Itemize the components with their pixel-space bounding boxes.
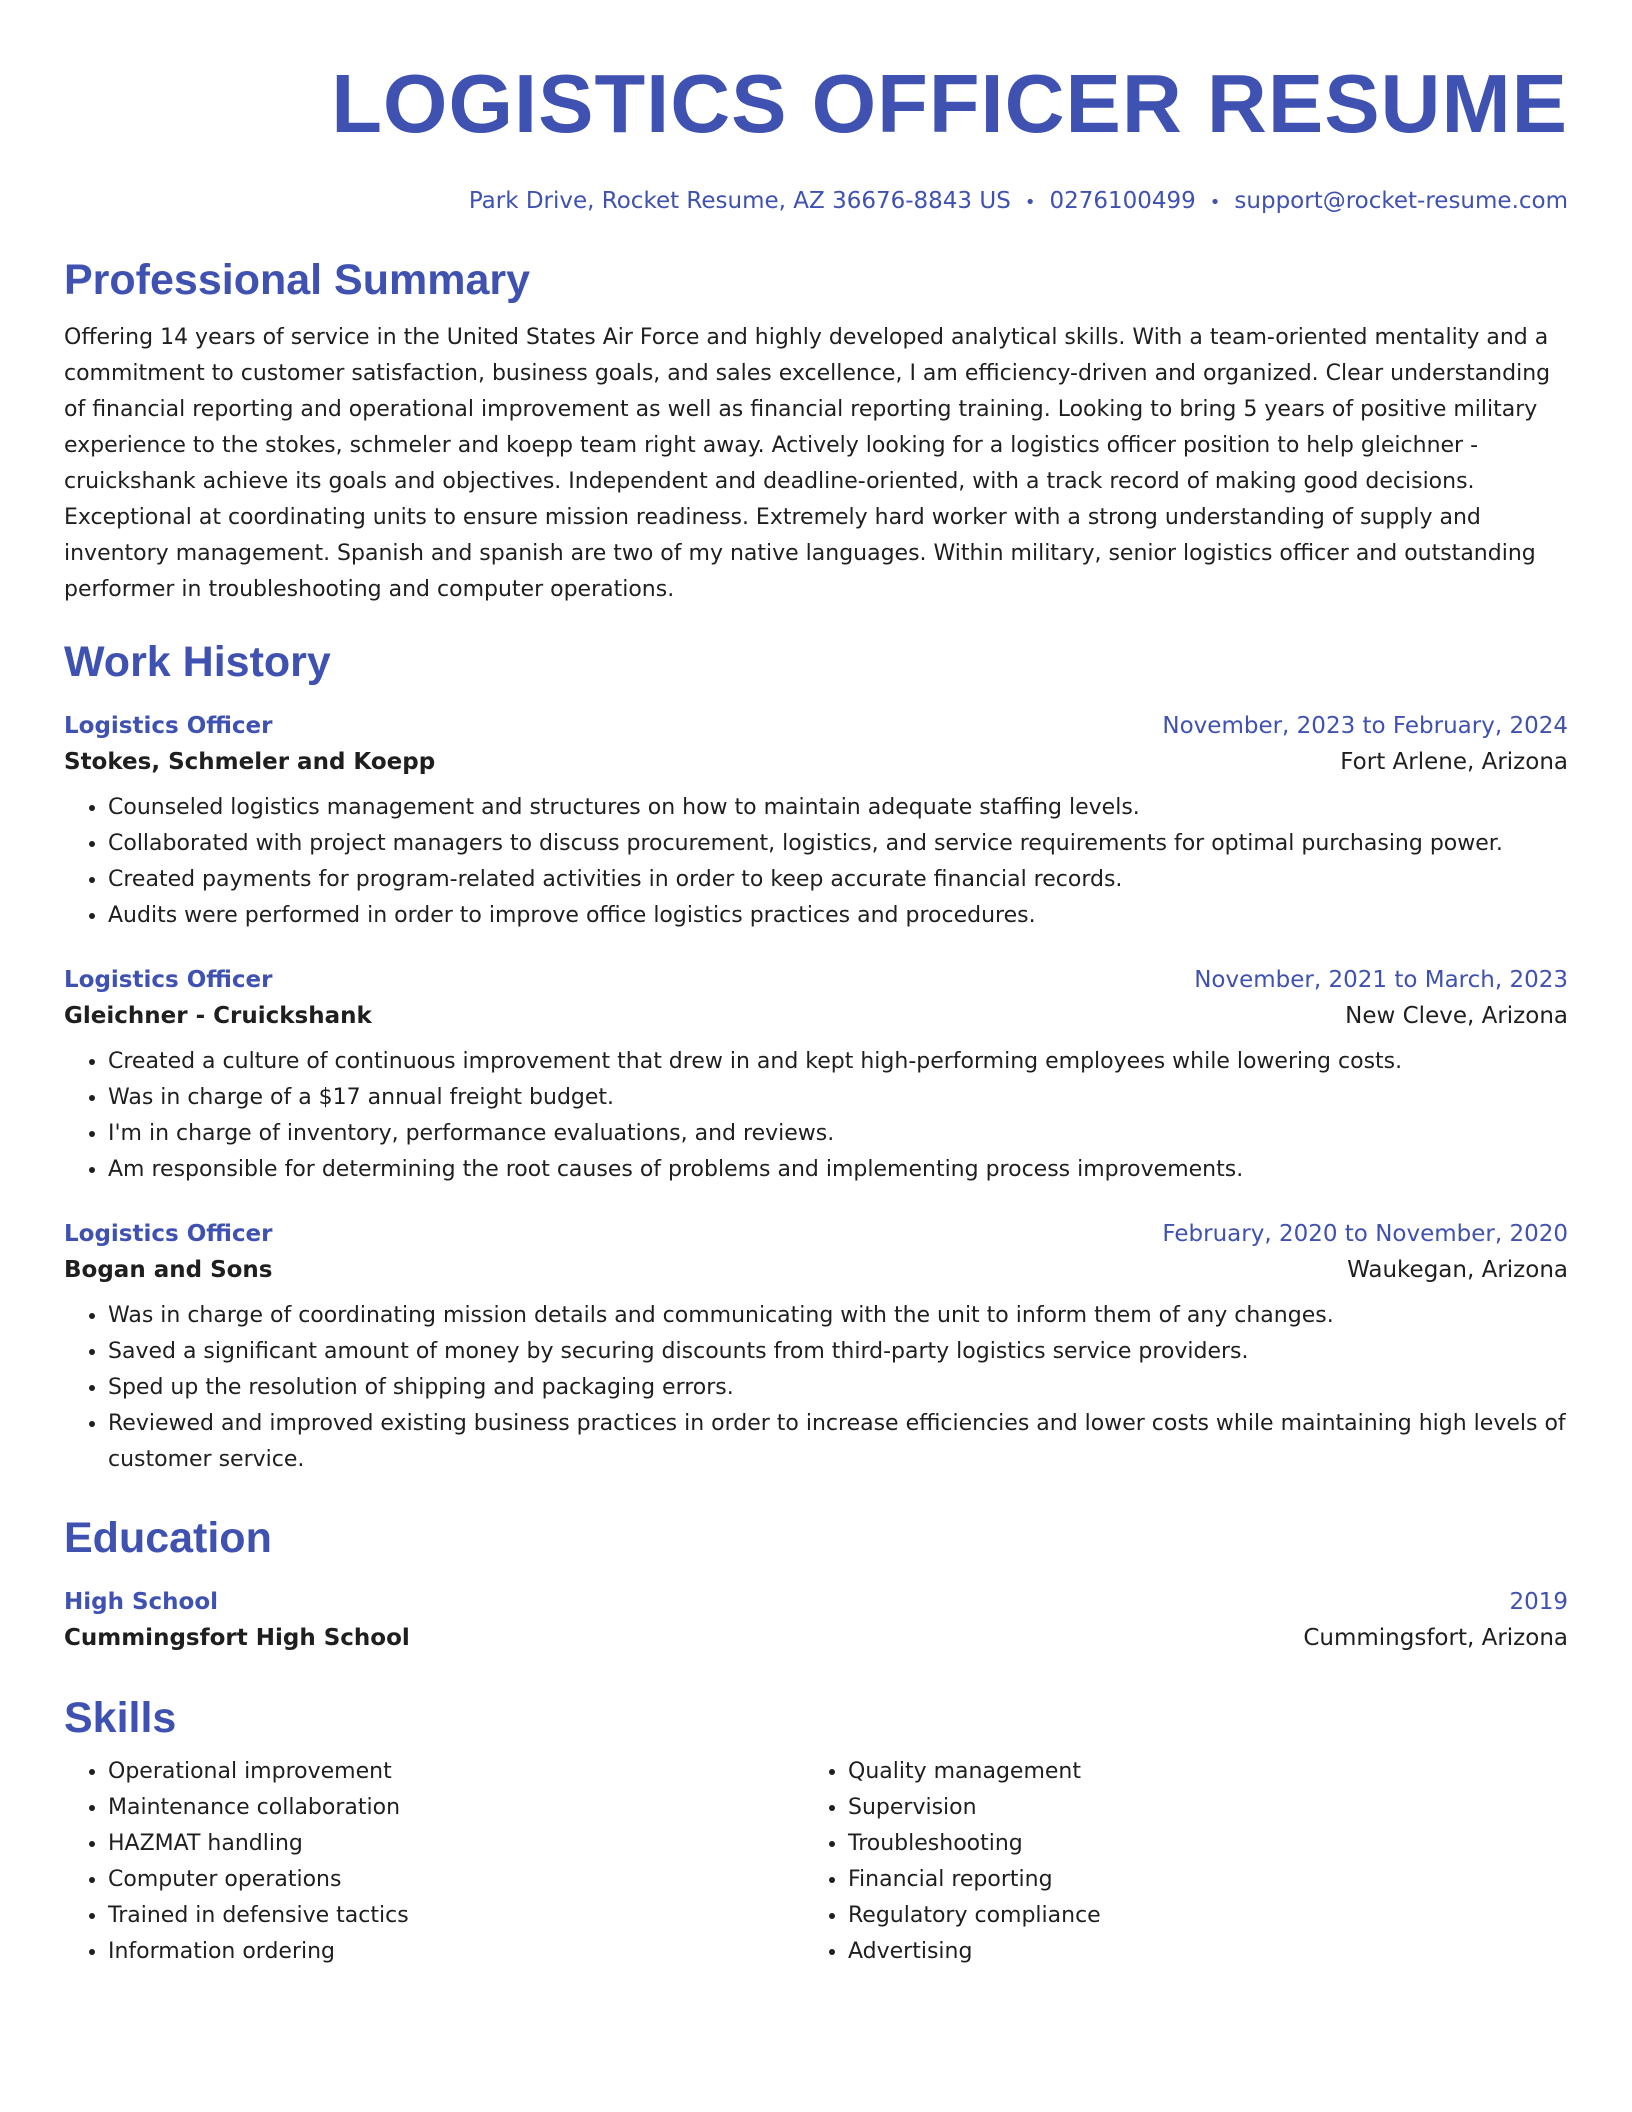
- work-history-heading: Work History: [64, 638, 331, 686]
- contact-phone: 0276100499: [1049, 188, 1196, 214]
- job-location: Waukegan, Arizona: [1347, 1257, 1568, 1283]
- education-entry: [64, 1586, 1568, 1658]
- job-bullet: • Created a culture of continuous improvement that drew in and kept high-performing employees while lowering costs.: [108, 1044, 1568, 1080]
- education-heading: Education: [64, 1514, 272, 1562]
- skill-item: • Maintenance collaboration: [108, 1790, 804, 1826]
- contact-address: Park Drive, Rocket Resume, AZ 36676-8843 US: [468, 188, 1011, 214]
- job-entry: [64, 1218, 1568, 1478]
- education-school: Cummingsfort High School: [64, 1625, 410, 1651]
- job-bullet: • Collaborated with project managers to discuss procurement, logistics, and service requirements for optimal purchasing power.: [108, 826, 1568, 862]
- job-bullet: • Was in charge of coordinating mission details and communicating with the unit to inform them of any changes.: [108, 1298, 1568, 1334]
- job-location: New Cleve, Arizona: [1345, 1003, 1568, 1029]
- job-bullet: • Was in charge of a $17 annual freight budget.: [108, 1080, 1568, 1116]
- job-entry: [64, 964, 1568, 1188]
- contact-separator: •: [1024, 192, 1036, 213]
- skill-item: • Information ordering: [108, 1934, 804, 1970]
- job-bullet: • Am responsible for determining the root causes of problems and implementing process improvements.: [108, 1152, 1568, 1188]
- skills-list-left: [64, 1754, 804, 1970]
- contact-separator: •: [1209, 192, 1221, 213]
- education-location: Cummingsfort, Arizona: [1303, 1625, 1568, 1651]
- skills-columns: [64, 1754, 1568, 1970]
- contact-line: [64, 186, 1568, 218]
- skill-item: • Supervision: [848, 1790, 1544, 1826]
- skill-item: • Quality management: [848, 1754, 1544, 1790]
- skill-item: • Computer operations: [108, 1862, 804, 1898]
- job-bullet: • Saved a significant amount of money by securing discounts from third-party logistics service providers.: [108, 1334, 1568, 1370]
- job-bullet: • Counseled logistics management and structures on how to maintain adequate staffing levels.: [108, 790, 1568, 826]
- contact-email[interactable]: support@rocket-resume.com: [1234, 188, 1568, 214]
- job-location: Fort Arlene, Arizona: [1340, 749, 1568, 775]
- job-role: Logistics Officer: [64, 713, 273, 739]
- job-bullet: • Sped up the resolution of shipping and packaging errors.: [108, 1370, 1568, 1406]
- job-company: Gleichner - Cruickshank: [64, 1003, 372, 1029]
- job-role: Logistics Officer: [64, 967, 273, 993]
- job-bullets: [64, 790, 1568, 934]
- job-bullet: • Audits were performed in order to improve office logistics practices and procedures.: [108, 898, 1568, 934]
- job-bullets: [64, 1298, 1568, 1478]
- education-year: 2019: [1509, 1589, 1568, 1615]
- job-company: Stokes, Schmeler and Koepp: [64, 749, 436, 775]
- job-dates: November, 2023 to February, 2024: [1162, 713, 1568, 739]
- work-history-list: [64, 710, 1568, 1478]
- skills-heading: Skills: [64, 1694, 177, 1742]
- skills-list-right: [804, 1754, 1544, 1970]
- job-dates: February, 2020 to November, 2020: [1162, 1221, 1568, 1247]
- job-bullet: • Reviewed and improved existing business practices in order to increase efficiencies and lower costs while maintaining high levels of customer service.: [108, 1406, 1568, 1478]
- job-bullet: • I'm in charge of inventory, performance evaluations, and reviews.: [108, 1116, 1568, 1152]
- summary-text: Offering 14 years of service in the United States Air Force and highly developed analytical skills. With a team-oriented mentality and a commitment to customer satisfaction, business goals, and sales excellence, I am efficiency-driven and organized. Clear understanding of financial reporting and operational improvement as well as financial reporting training. Looking to bring 5 years of positive military experience to the stokes, schmeler and koepp team right away. Actively looking for a logistics officer position to help gleichner - cruickshank achieve its goals and objectives. Independent and deadline-oriented, with a track record of making good decisions. Exceptional at coordinating units to ensure mission readiness. Extremely hard worker with a strong understanding of supply and inventory management. Spanish and spanish are two of my native languages. Within military, senior logistics officer and outstanding performer in troubleshooting and computer operations.: [64, 325, 1551, 602]
- summary-heading: Professional Summary: [64, 256, 531, 304]
- skill-item: • Troubleshooting: [848, 1826, 1544, 1862]
- skill-item: • HAZMAT handling: [108, 1826, 804, 1862]
- job-bullets: [64, 1044, 1568, 1188]
- job-entry: [64, 710, 1568, 934]
- skill-item: • Financial reporting: [848, 1862, 1544, 1898]
- skill-item: • Trained in defensive tactics: [108, 1898, 804, 1934]
- job-bullet: • Created payments for program-related activities in order to keep accurate financial records.: [108, 862, 1568, 898]
- skill-item: • Operational improvement: [108, 1754, 804, 1790]
- education-degree: High School: [64, 1589, 219, 1615]
- skill-item: • Regulatory compliance: [848, 1898, 1544, 1934]
- job-dates: November, 2021 to March, 2023: [1194, 967, 1568, 993]
- job-role: Logistics Officer: [64, 1221, 273, 1247]
- job-company: Bogan and Sons: [64, 1257, 273, 1283]
- skill-item: • Advertising: [848, 1934, 1544, 1970]
- resume-title: LOGISTICS OFFICER RESUME: [331, 57, 1568, 150]
